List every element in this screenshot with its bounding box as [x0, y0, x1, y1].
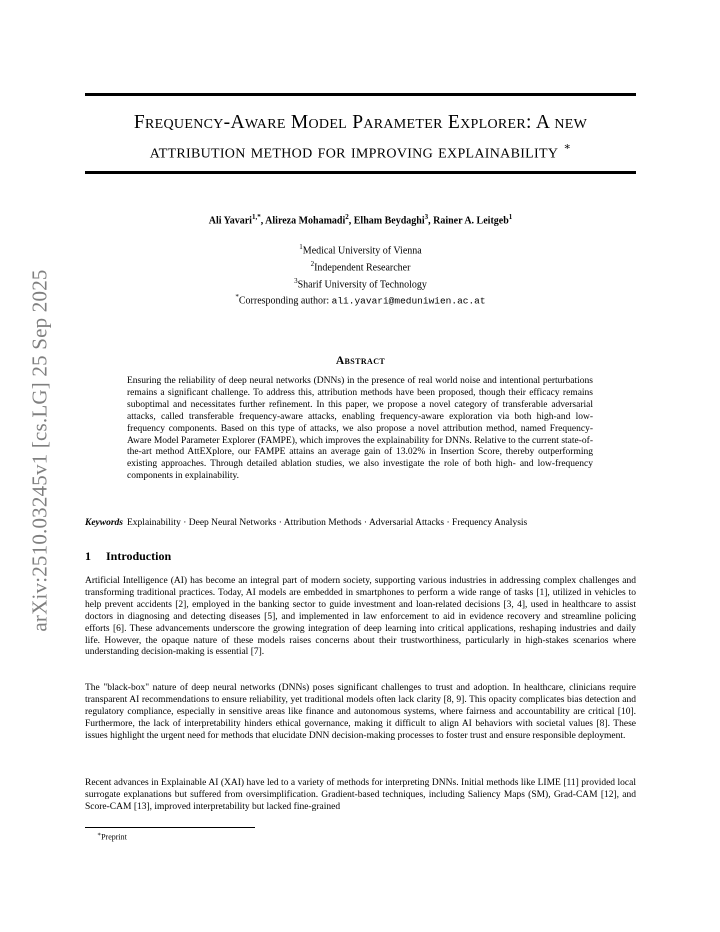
author-affiliation-mark: 2: [345, 213, 349, 221]
author-affiliation-mark: 3: [424, 213, 429, 221]
keywords-label: Keywords: [85, 518, 123, 528]
author-name: Ali Yavari: [208, 215, 252, 227]
intro-paragraph-2: The "black-box" nature of deep neural networks (DNNs) poses significant challenges to trust and adoption. In healthcare, clinicians require transparent AI recommendations to ensure reliability, yet traditional models often lack clarity [8, 9]. This opacity complicates bias detection and regulatory compliance, especially in sensitive areas like finance and autonomous systems, where fairness and accountability are critical [10]. Furthermore, the lack of interpretability hinders ethical governance, making it difficult to align AI behaviors with societal values [8]. These issues highlight the urgent need for methods that elucidate DNN decision-making processes to foster trust and ensure responsible deployment.: [85, 683, 636, 741]
keywords-text: Explainability · Deep Neural Networks · Attribution Methods · Adversarial Attacks · Frequency Analysis: [127, 518, 528, 528]
section-heading-introduction: [85, 549, 636, 564]
intro-paragraph-3: Recent advances in Explainable AI (XAI) have led to a variety of methods for interpreting DNNs. Initial methods like LIME [11] provided local surrogate explanations but suffered from oversimplification. Gradient-based techniques, including Saliency Maps (SM), Grad-CAM [12], and Score-CAM [13], improved interpretability but lacked fine-grained: [85, 778, 636, 812]
title-bottom-rule: [85, 171, 636, 174]
affiliation-name: Medical University of Vienna: [302, 245, 422, 257]
corresponding-author: [85, 293, 636, 306]
title-line-1: Frequency-Aware Model Parameter Explorer: A new: [133, 112, 588, 133]
author-affiliation-mark: 1,*: [251, 213, 261, 221]
author-name: Elham Beydaghi: [353, 215, 425, 227]
abstract-heading: Abstract: [335, 355, 386, 367]
affiliation-mark: 2: [310, 259, 315, 268]
arxiv-identifier-stamp: [20, 240, 60, 660]
footnote-text: Preprint: [101, 832, 127, 842]
section-number: 1: [85, 549, 91, 563]
abstract-body: Ensuring the reliability of deep neural networks (DNNs) in the presence of real world noise and intentional perturbations remains a significant challenge. To address this, attribution methods have been proposed, though their efficacy remains suboptimal and necessitates further refinement. In this paper, we propose a novel category of transferable adversarial attacks, called transferable frequency-aware attacks, enabling frequency-aware exploration via both high-and low-frequency components. Based on this type of attacks, we also propose a novel attribution method, named Frequency-Aware Model Parameter Explorer (FAMPE), which improves the explainability for DNNs. Relative to the current state-of-the-art method AttEXplore, our FAMPE attains an average gain of 13.02% in Insertion Score, thereby outperforming existing approaches. Through detailed ablation studies, we also investigate the role of both high- and low-frequency components in explainability.: [127, 376, 593, 482]
keywords-line: [85, 518, 636, 528]
corresponding-email-link[interactable]: ali.yavari@meduniwien.ac.at: [331, 295, 486, 307]
affiliation-mark: 3: [294, 276, 298, 285]
author-affiliation-mark: 1: [508, 213, 513, 221]
title-footnote-mark: ∗: [563, 141, 572, 153]
author-name: Rainer A. Leitgeb: [433, 215, 509, 227]
title-line-2-text: attribution method for improving explainability: [149, 141, 559, 163]
intro-paragraph-1: Artificial Intelligence (AI) has become an integral part of modern society, supporting various industries in addressing complex challenges and transforming traditional practices. Today, AI models are embedded in smartphones to perform a wide range of tasks [1], utilized in vehicles to help prevent accidents [2], employed in the banking sector to guide investment and loan-related decisions [3, 4], used in healthcare to assist doctors in diagnosing and detecting diseases [5], and implemented in law enforcement to aid in evidence recovery and streamline policing efforts [6]. These advancements underscore the growing integration of deep learning into critical applications, reshaping industries and daily life. However, the opaque nature of these models raises concerns about their trustworthiness, particularly in high-stakes scenarios where understanding decision-making is essential [7].: [85, 576, 636, 658]
footnote-mark: ∗: [97, 832, 102, 838]
title-line-2: [85, 135, 636, 165]
section-title: Introduction: [106, 549, 172, 563]
arxiv-identifier-text: arXiv:2510.03245v1 [cs.LG] 25 Sep 2025: [27, 268, 52, 632]
affiliation-item: [85, 275, 636, 292]
affiliation-list: [85, 241, 636, 291]
author-list: Ali Yavari$^{1,*}$, Alireza Mohamadi$^2$, Elham Beydaghi$^3$, Rainer A. Leitgeb$^1$: [208, 213, 513, 227]
footnote-rule: [85, 827, 255, 828]
title-top-rule: [85, 93, 636, 96]
affiliation-item: [85, 241, 636, 258]
affiliation-mark: 1: [299, 243, 303, 251]
author-name: Alireza Mohamadi: [265, 215, 346, 227]
corresponding-label: Corresponding author:: [238, 295, 332, 307]
footnote: [97, 831, 127, 842]
corresponding-mark: *: [235, 293, 239, 301]
affiliation-item: [85, 258, 636, 275]
affiliation-name: Independent Researcher: [314, 262, 411, 274]
affiliation-name: Sharif University of Technology: [297, 278, 427, 290]
paper-title: [85, 110, 636, 165]
